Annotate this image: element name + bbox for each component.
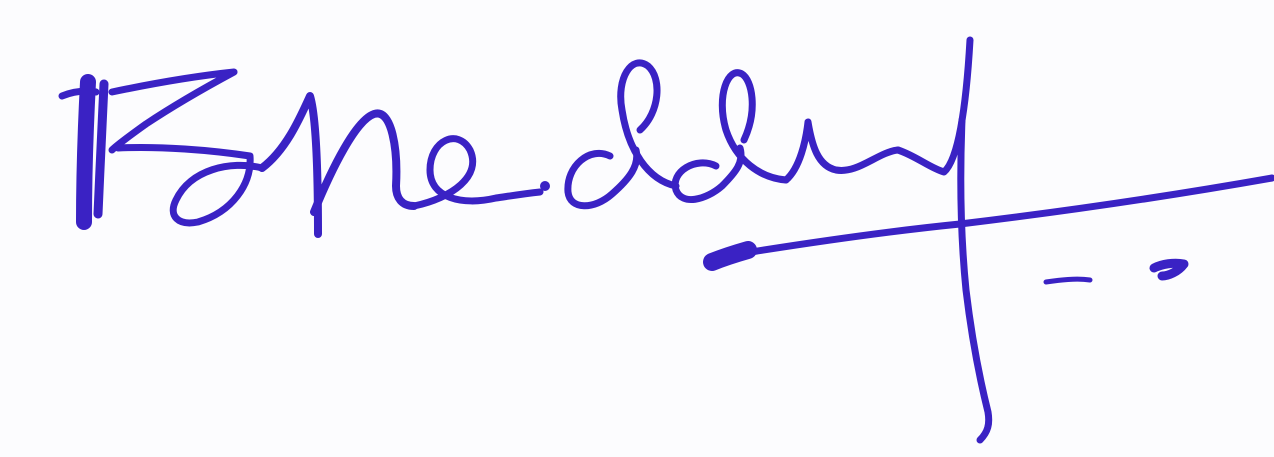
signature-stroke-dash — [1046, 279, 1090, 282]
signature-stroke-underline-start — [712, 250, 748, 262]
signature-stroke-r — [262, 96, 318, 234]
signature-stroke-d2-bowl — [675, 148, 741, 200]
signature-stroke-d1-bowl — [568, 150, 637, 206]
signature-stroke-end-dot — [1154, 263, 1184, 276]
signature-stroke-b-stem-2 — [98, 84, 104, 214]
signature-stroke-descender — [961, 120, 989, 440]
signature-stroke-b-top — [112, 72, 234, 150]
signature-stroke-d1-loop — [621, 63, 676, 186]
signature-stroke-d2-loop — [722, 73, 786, 180]
signature-stroke-e — [414, 139, 540, 206]
signature-stroke-r-arch — [314, 113, 414, 212]
signature-dot — [540, 181, 550, 191]
signature-stroke-underline — [726, 178, 1272, 256]
signature-stroke-b-stem — [84, 82, 88, 222]
signature-stroke-b-lower — [118, 147, 262, 222]
signature-stroke-y-hump — [786, 122, 898, 180]
